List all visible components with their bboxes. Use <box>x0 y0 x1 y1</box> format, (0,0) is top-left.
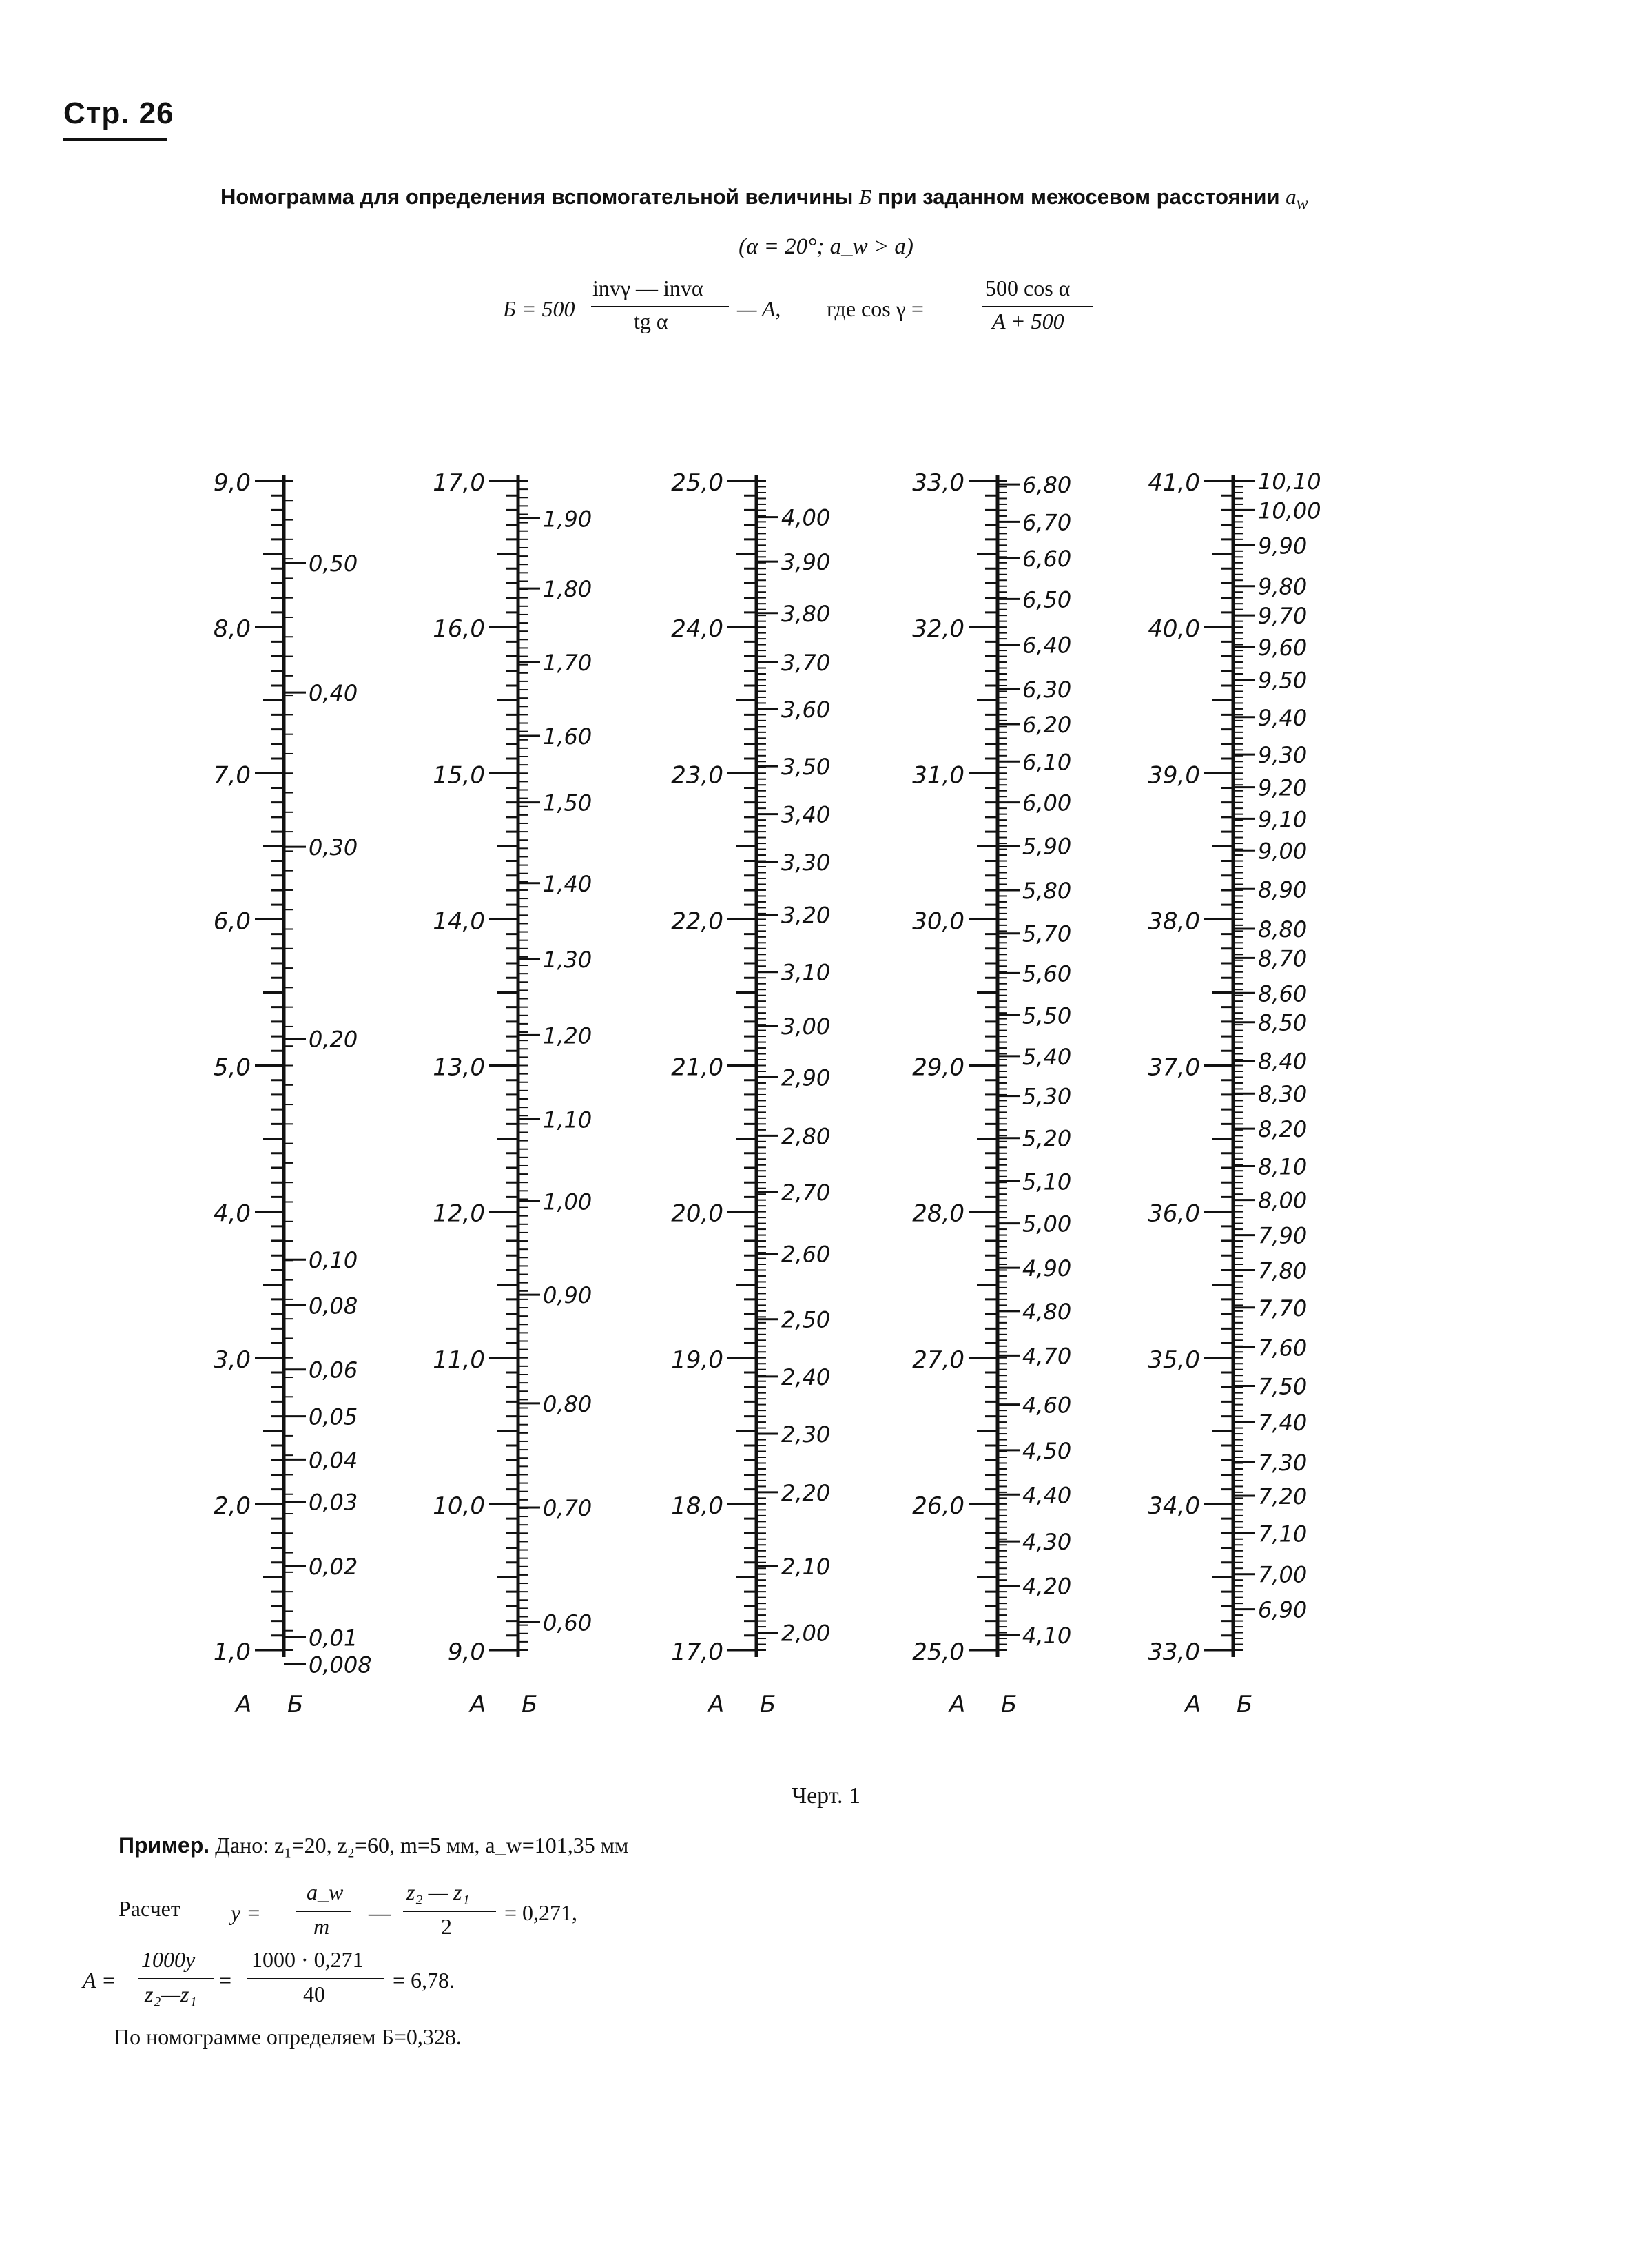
calc-y-lhs: y = <box>231 1900 261 1925</box>
formula-fraction-bar-1 <box>591 306 729 307</box>
scale-4-b-label: 5,00 <box>1022 1211 1072 1237</box>
scale-4-letter-b: Б <box>1001 1691 1018 1718</box>
scale-3-b-label: 3,50 <box>781 754 831 781</box>
scale-3-b-label: 3,80 <box>781 600 831 627</box>
scale-5-letter-a: A <box>1185 1691 1201 1718</box>
calc-y-bar1 <box>296 1911 351 1912</box>
calc-y-den2: 2 <box>441 1914 452 1939</box>
scale-4-b-label: 5,80 <box>1022 877 1072 904</box>
scale-2-b-label: 1,60 <box>543 723 592 750</box>
scale-2-b-label: 0,80 <box>543 1390 592 1417</box>
scale-4-b-label: 6,30 <box>1022 677 1072 703</box>
scale-5-b-label: 7,20 <box>1258 1483 1308 1510</box>
scale-5-b-label: 7,00 <box>1258 1561 1308 1588</box>
title-var-aw: a <box>1286 185 1297 209</box>
scale-1-b-label: 0,05 <box>309 1403 358 1430</box>
scale-5-b-label: 8,20 <box>1258 1116 1308 1143</box>
scale-5-b-label: 9,60 <box>1258 634 1308 661</box>
scale-1-a-label: 7,0 <box>213 761 251 790</box>
scale-1-b-label: 0,50 <box>309 550 358 577</box>
scale-4-b-label: 4,70 <box>1022 1343 1072 1370</box>
scale-4-a-label: 25,0 <box>912 1638 964 1666</box>
scale-4-b-label: 6,50 <box>1022 586 1072 613</box>
calc-y-num1: a_w <box>307 1880 344 1904</box>
condition-line: (α = 20°; a_w > a) <box>739 234 913 259</box>
scale-2-b-label: 1,40 <box>543 870 592 897</box>
scale-5-a-label: 37,0 <box>1148 1053 1200 1082</box>
scale-5-b-label: 10,10 <box>1258 469 1321 495</box>
calc-a-lhs: A = <box>83 1968 116 1993</box>
scale-2-b-label: 1,20 <box>543 1022 592 1049</box>
scale-3-a-label: 17,0 <box>671 1638 723 1666</box>
scale-4-a-label: 29,0 <box>912 1053 964 1082</box>
scale-5-a-label: 35,0 <box>1148 1346 1200 1374</box>
example-label: Пример. <box>118 1833 210 1858</box>
calc-a-den2: 40 <box>303 1982 325 2006</box>
scale-1-b-label: 0,008 <box>309 1652 372 1678</box>
scale-2-a-label: 11,0 <box>433 1346 485 1374</box>
scale-2-b-label: 0,90 <box>543 1282 592 1309</box>
scale-4-b-label: 6,00 <box>1022 790 1072 816</box>
scale-4-b-label: 5,40 <box>1022 1043 1072 1070</box>
scale-3-b-label: 4,00 <box>781 504 831 531</box>
scale-5-b-label: 8,50 <box>1258 1009 1308 1036</box>
calc-y-result: = 0,271, <box>504 1900 578 1925</box>
scale-3-b-label: 2,20 <box>781 1479 831 1506</box>
scale-2-b-label: 0,60 <box>543 1609 592 1636</box>
scale-1-b-label: 0,03 <box>309 1489 358 1516</box>
main-formula <box>503 276 1123 344</box>
scale-4-b-label: 4,30 <box>1022 1529 1072 1556</box>
calc-a-den1: z₂—z₁ <box>145 1982 197 2006</box>
scale-5-b-label: 7,70 <box>1258 1295 1308 1321</box>
scale-3-a-label: 18,0 <box>671 1492 723 1520</box>
scale-1-a-label: 9,0 <box>213 469 251 497</box>
formula-num1: invγ — invα <box>592 276 703 300</box>
scale-5-b-label: 8,60 <box>1258 980 1308 1007</box>
title-text-2: при заданном межосевом расстоянии <box>877 185 1280 209</box>
calc-a-num2: 1000 · 0,271 <box>251 1947 364 1972</box>
scale-4-b-label: 5,20 <box>1022 1125 1072 1152</box>
scale-2-a-label: 16,0 <box>433 615 485 644</box>
scale-1-a-label: 5,0 <box>213 1053 251 1082</box>
formula-lhs: Б = 500 <box>503 296 575 321</box>
scale-3-a-label: 24,0 <box>671 615 723 644</box>
scale-2-b-label: 1,50 <box>543 790 592 816</box>
scale-3-b-label: 3,90 <box>781 549 831 576</box>
formula-num2: 500 cos α <box>985 276 1071 300</box>
scale-3-b-label: 2,60 <box>781 1241 831 1268</box>
scale-1-b-label: 0,10 <box>309 1247 358 1274</box>
formula-den2: A + 500 <box>992 309 1064 333</box>
scale-1-b-label: 0,04 <box>309 1447 358 1474</box>
scale-2-a-label: 17,0 <box>433 469 485 497</box>
scale-3-b-label: 2,70 <box>781 1179 831 1206</box>
scale-5-b-label: 8,80 <box>1258 916 1308 943</box>
scale-5-b-label: 7,10 <box>1258 1521 1308 1547</box>
scale-3-letter-a: A <box>708 1691 725 1718</box>
scale-1-b-label: 0,40 <box>309 680 358 707</box>
scale-3-b-label: 2,30 <box>781 1421 831 1448</box>
scale-4-b-label: 4,10 <box>1022 1622 1072 1649</box>
scale-1-a-label: 4,0 <box>213 1200 251 1228</box>
page-number: Стр. 26 <box>63 96 174 130</box>
scale-3-a-label: 21,0 <box>671 1053 723 1082</box>
scale-1-b-label: 0,20 <box>309 1026 358 1053</box>
formula-minus-a: — A, <box>737 296 781 321</box>
scale-5-b-label: 7,50 <box>1258 1373 1308 1400</box>
scale-3-b-label: 2,90 <box>781 1064 831 1091</box>
calc-a-result: = 6,78. <box>393 1968 455 1993</box>
scale-2-b-label: 1,90 <box>543 506 592 533</box>
scale-3-letter-b: Б <box>760 1691 776 1718</box>
scale-4-b-label: 5,90 <box>1022 833 1072 860</box>
scale-3-b-label: 3,00 <box>781 1013 831 1040</box>
calc-y-num2: z₂ — z₁ <box>406 1880 470 1904</box>
scale-1-a-label: 1,0 <box>213 1638 251 1666</box>
scale-4-a-label: 27,0 <box>912 1346 964 1374</box>
scale-3-b-label: 3,20 <box>781 902 831 929</box>
scale-1-b-label: 0,30 <box>309 834 358 861</box>
calc-a-bar1 <box>138 1978 214 1979</box>
scale-1-a-label: 6,0 <box>213 907 251 936</box>
scale-4-b-label: 5,60 <box>1022 960 1072 987</box>
scale-1-b-label: 0,01 <box>309 1625 358 1652</box>
scale-3-b-label: 3,70 <box>781 650 831 677</box>
page-number-underline <box>63 138 167 141</box>
scale-4-letter-a: A <box>949 1691 966 1718</box>
formula-den1: tg α <box>634 309 668 333</box>
scale-4-b-label: 6,70 <box>1022 509 1072 536</box>
calc-a-bar2 <box>247 1978 384 1979</box>
scale-2-a-label: 14,0 <box>433 907 485 936</box>
scale-5-a-label: 41,0 <box>1148 469 1200 497</box>
scale-4-b-label: 4,40 <box>1022 1482 1072 1509</box>
calc-y-bar2 <box>403 1911 496 1912</box>
scale-4-b-label: 5,30 <box>1022 1083 1072 1110</box>
scale-3-b-label: 3,30 <box>781 850 831 876</box>
scale-5-b-label: 8,10 <box>1258 1153 1308 1180</box>
scale-2-b-label: 1,10 <box>543 1107 592 1133</box>
scale-5-b-label: 9,20 <box>1258 774 1308 801</box>
scale-2-a-label: 13,0 <box>433 1053 485 1082</box>
scale-2-a-label: 10,0 <box>433 1492 485 1520</box>
scale-4-a-label: 32,0 <box>912 615 964 644</box>
scale-3-b-label: 2,80 <box>781 1123 831 1150</box>
scale-5-a-label: 36,0 <box>1148 1200 1200 1228</box>
scale-3-b-label: 2,40 <box>781 1364 831 1390</box>
scale-4-a-label: 26,0 <box>912 1492 964 1520</box>
scale-5-b-label: 9,10 <box>1258 806 1308 833</box>
scale-3-b-label: 2,00 <box>781 1620 831 1647</box>
scale-5-a-label: 34,0 <box>1148 1492 1200 1520</box>
scale-5-b-label: 6,90 <box>1258 1596 1308 1623</box>
scale-3-a-label: 19,0 <box>671 1346 723 1374</box>
example-given <box>118 1833 628 1858</box>
scale-2-a-label: 15,0 <box>433 761 485 790</box>
scale-4-b-label: 5,70 <box>1022 920 1072 947</box>
scale-3-b-label: 2,50 <box>781 1306 831 1333</box>
scale-5-b-label: 9,00 <box>1258 838 1308 865</box>
scale-5-a-label: 38,0 <box>1148 907 1200 936</box>
scale-1-a-label: 3,0 <box>213 1346 251 1374</box>
scale-4-b-label: 4,60 <box>1022 1392 1072 1419</box>
scale-5-letter-b: Б <box>1237 1691 1253 1718</box>
calc-y-den1: m <box>313 1914 330 1939</box>
scale-3-a-label: 20,0 <box>671 1200 723 1228</box>
scale-3-b-label: 3,40 <box>781 801 831 828</box>
scale-4-b-label: 5,10 <box>1022 1169 1072 1195</box>
formula-fraction-bar-2 <box>982 306 1093 307</box>
scale-4-b-label: 4,90 <box>1022 1255 1072 1282</box>
scale-4-b-label: 6,20 <box>1022 711 1072 738</box>
scale-5-b-label: 7,90 <box>1258 1222 1308 1249</box>
calc-y-minus: — <box>369 1900 391 1925</box>
scale-2-b-label: 1,80 <box>543 576 592 603</box>
title-text: Номограмма для определения вспомогательной величины <box>220 185 854 209</box>
scale-2-a-label: 9,0 <box>447 1638 485 1666</box>
scale-1-a-label: 8,0 <box>213 615 251 644</box>
scale-2-letter-b: Б <box>522 1691 538 1718</box>
scale-5-b-label: 7,30 <box>1258 1449 1308 1476</box>
scale-4-b-label: 6,40 <box>1022 632 1072 659</box>
scale-5-b-label: 9,40 <box>1258 704 1308 731</box>
scale-5-a-label: 39,0 <box>1148 761 1200 790</box>
scale-3-b-label: 3,10 <box>781 959 831 986</box>
scale-5-b-label: 8,30 <box>1258 1081 1308 1108</box>
example-given-text: Дано: z₁=20, z₂=60, m=5 мм, a_w=101,35 мм <box>215 1833 629 1858</box>
scale-2-a-label: 12,0 <box>433 1200 485 1228</box>
scale-4-b-label: 6,10 <box>1022 749 1072 776</box>
scale-5-b-label: 9,70 <box>1258 603 1308 630</box>
scale-1-b-label: 0,08 <box>309 1293 358 1319</box>
scale-4-b-label: 6,60 <box>1022 546 1072 573</box>
title-var-aw-sub: w <box>1296 193 1308 214</box>
scale-4-b-label: 4,80 <box>1022 1298 1072 1325</box>
formula-where: где cos γ = <box>827 296 924 321</box>
scale-2-b-label: 1,00 <box>543 1189 592 1215</box>
title-var-b: Б <box>859 185 872 209</box>
scale-2-letter-a: A <box>470 1691 486 1718</box>
scale-3-b-label: 2,10 <box>781 1553 831 1580</box>
scale-1-b-label: 0,06 <box>309 1357 358 1383</box>
scale-3-a-label: 22,0 <box>671 907 723 936</box>
scale-1-letter-a: A <box>236 1691 252 1718</box>
scale-3-b-label: 3,60 <box>781 696 831 723</box>
scale-1-a-label: 2,0 <box>213 1492 251 1520</box>
scale-4-b-label: 5,50 <box>1022 1002 1072 1029</box>
scale-2-b-label: 1,30 <box>543 947 592 974</box>
page-title <box>220 185 1308 214</box>
scale-5-b-label: 8,00 <box>1258 1187 1308 1214</box>
scale-4-a-label: 30,0 <box>912 907 964 936</box>
scale-5-b-label: 9,80 <box>1258 573 1308 600</box>
scale-4-a-label: 33,0 <box>912 469 964 497</box>
scale-4-a-label: 31,0 <box>912 761 964 790</box>
scale-5-b-label: 8,90 <box>1258 876 1308 903</box>
scale-5-b-label: 7,80 <box>1258 1257 1308 1284</box>
scale-5-b-label: 7,60 <box>1258 1335 1308 1361</box>
example-conclusion: По номограмме определяем Б=0,328. <box>114 2024 462 2049</box>
scale-3-a-label: 25,0 <box>671 469 723 497</box>
scale-5-b-label: 10,00 <box>1258 497 1321 524</box>
scale-2-b-label: 1,70 <box>543 650 592 677</box>
scale-5-a-label: 40,0 <box>1148 615 1200 644</box>
calc-a-num1: 1000y <box>141 1947 196 1972</box>
scale-5-b-label: 8,40 <box>1258 1048 1308 1075</box>
scale-5-b-label: 8,70 <box>1258 945 1308 972</box>
scale-3-a-label: 23,0 <box>671 761 723 790</box>
scale-5-b-label: 9,30 <box>1258 742 1308 769</box>
scale-5-a-label: 33,0 <box>1148 1638 1200 1666</box>
scale-1-b-label: 0,02 <box>309 1553 358 1580</box>
scale-4-b-label: 4,50 <box>1022 1437 1072 1464</box>
figure-caption: Черт. 1 <box>791 1783 861 1809</box>
nomogram <box>0 448 1652 1757</box>
scale-1-letter-b: Б <box>287 1691 304 1718</box>
calc-a-eq: = <box>219 1968 232 1993</box>
scale-4-b-label: 4,20 <box>1022 1573 1072 1600</box>
scale-4-a-label: 28,0 <box>912 1200 964 1228</box>
scale-5-b-label: 7,40 <box>1258 1410 1308 1437</box>
calc-label: Расчет <box>118 1896 180 1921</box>
scale-4-b-label: 6,80 <box>1022 472 1072 499</box>
scale-5-b-label: 9,50 <box>1258 667 1308 694</box>
scale-2-b-label: 0,70 <box>543 1494 592 1521</box>
scale-5-b-label: 9,90 <box>1258 533 1308 559</box>
